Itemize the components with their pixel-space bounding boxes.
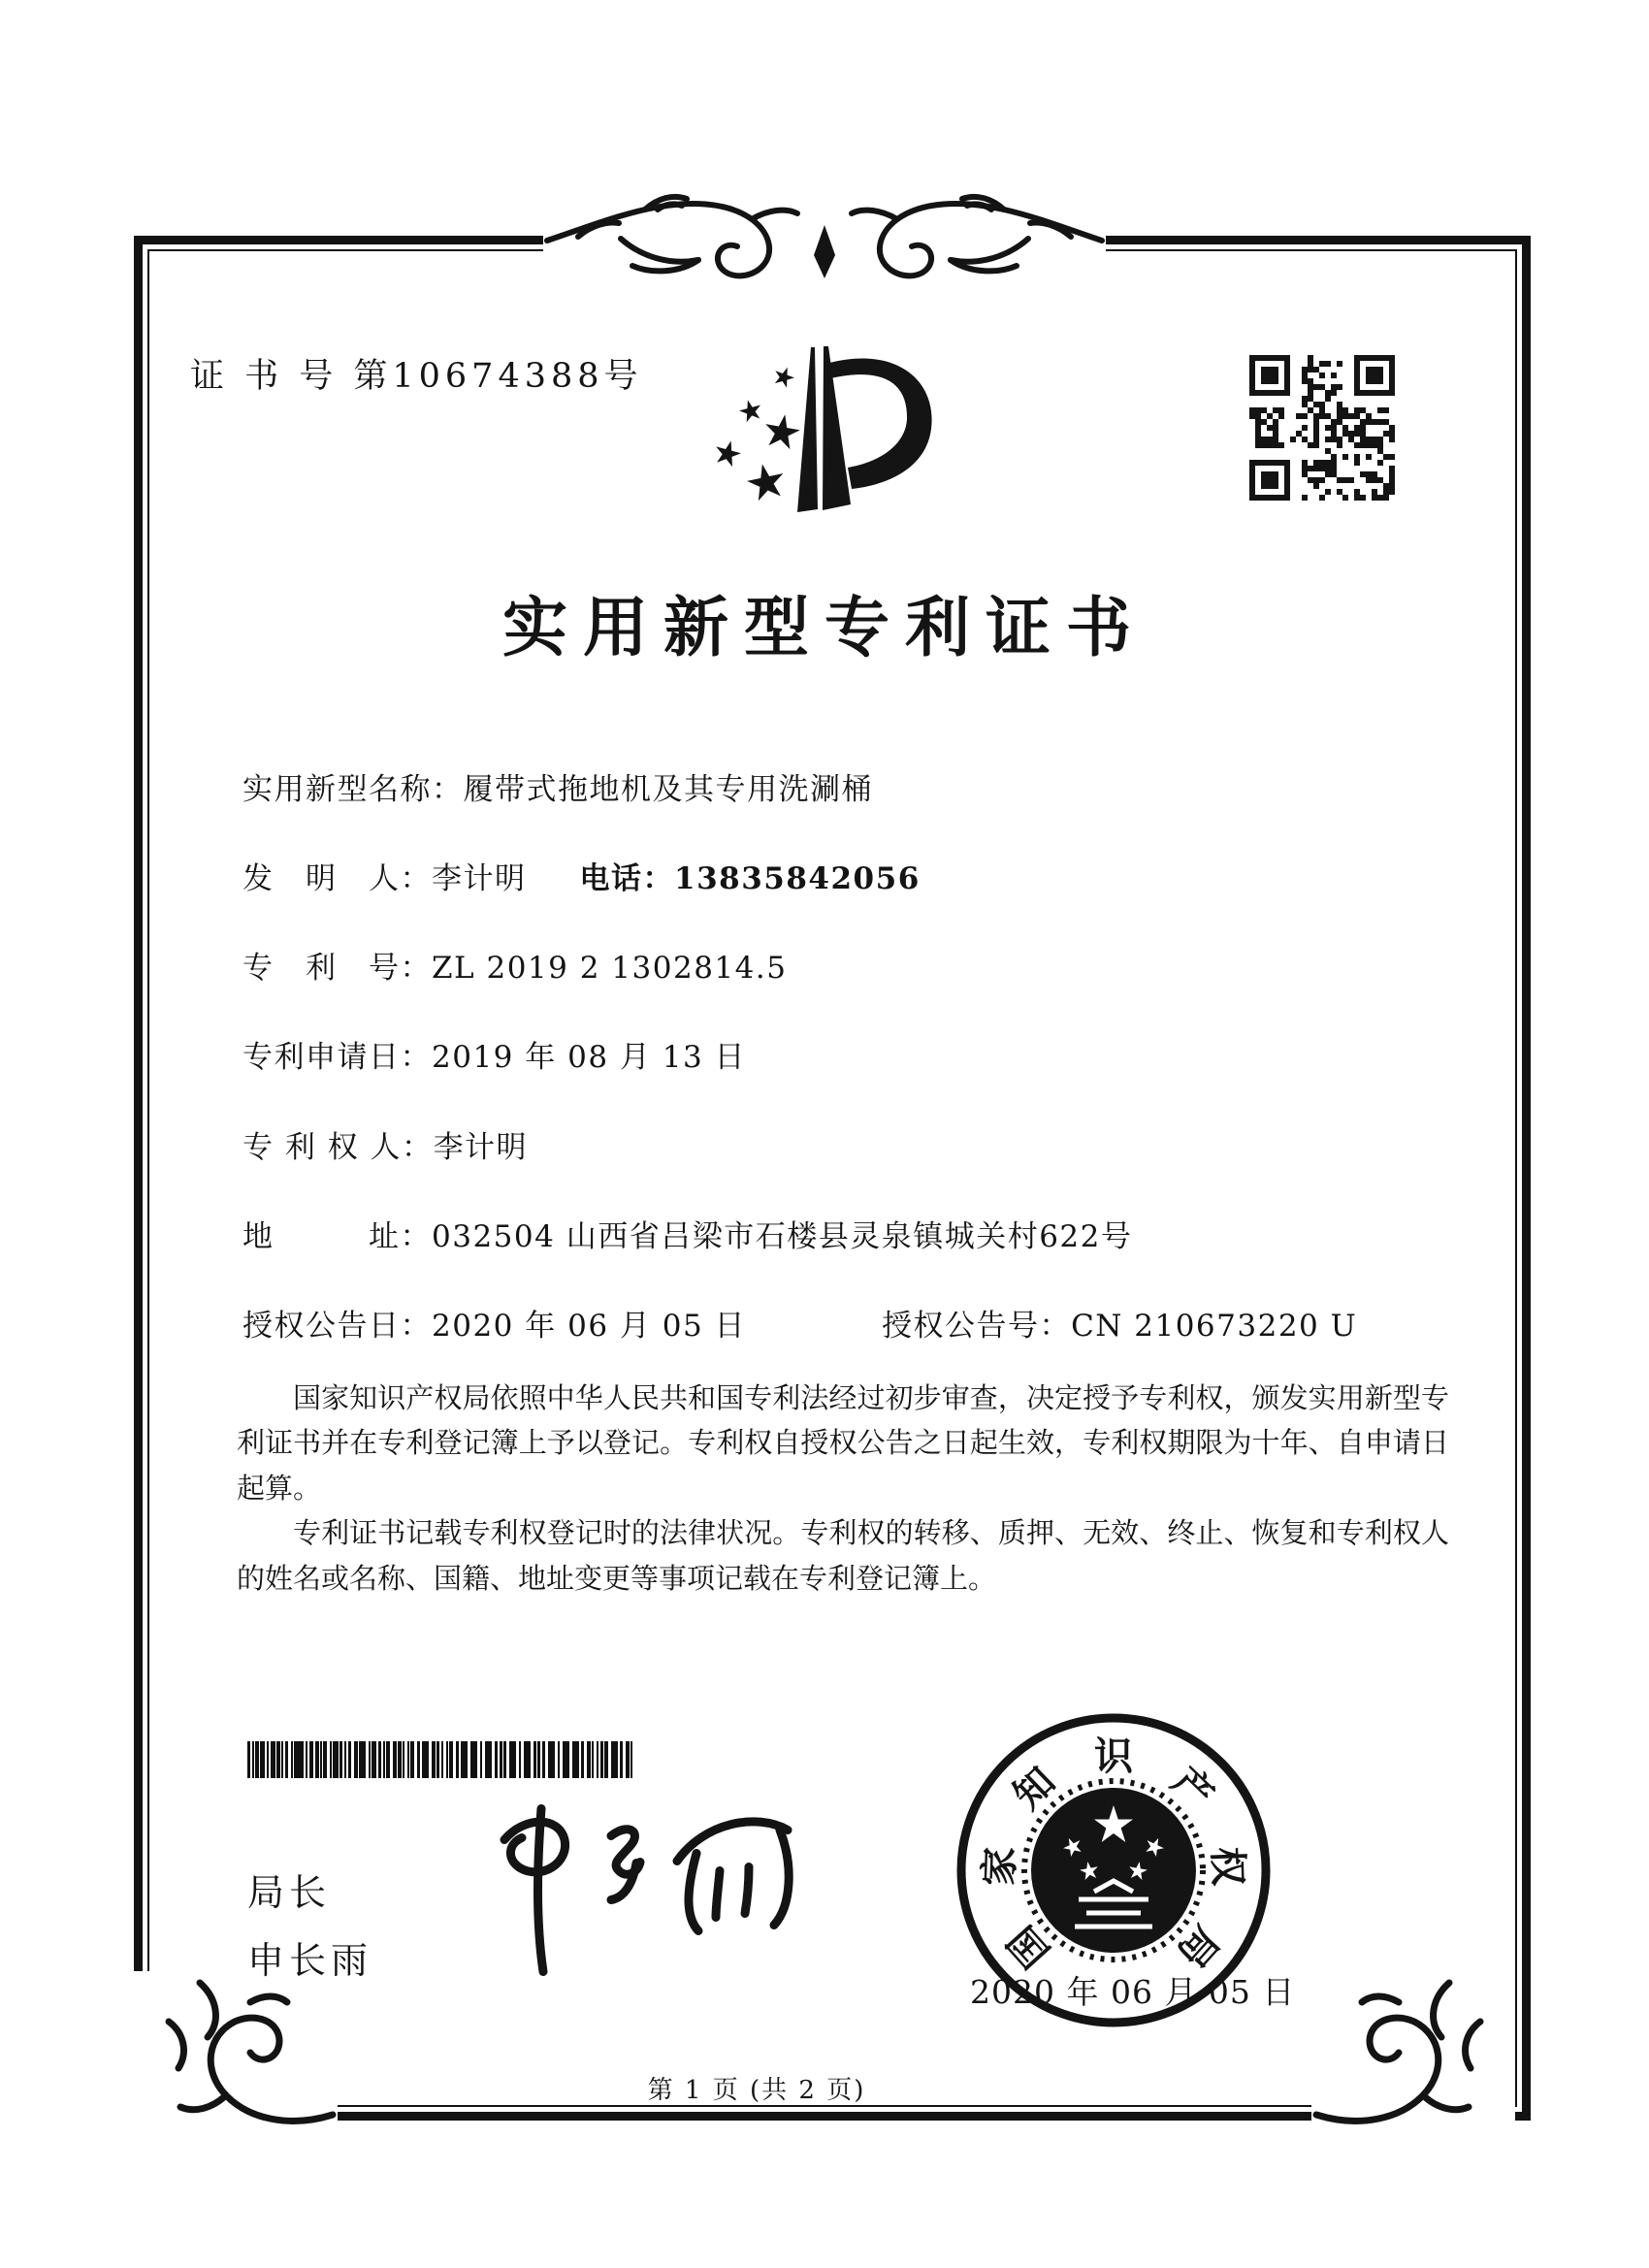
field-row-filing-date bbox=[242, 1032, 746, 1076]
bottom-right-corner-ornament-icon bbox=[1311, 1971, 1515, 2131]
field-label-phone: 电话： bbox=[579, 861, 674, 896]
field-label: 专利申请日： bbox=[242, 1040, 432, 1075]
field-row-utility-model-name bbox=[242, 764, 873, 808]
field-value: 032504 山西省吕梁市石楼县灵泉镇城关村622号 bbox=[432, 1219, 1133, 1254]
field-label: 授权公告日： bbox=[242, 1309, 432, 1344]
certificate-number: 证 书 号 第10674388号 bbox=[190, 357, 643, 396]
legal-paragraph-2: 专利证书记载专利权登记时的法律状况。专利权的转移、质押、无效、终止、恢复和专利权人的姓名或名称、国籍、地址变更等事项记载在专利登记簿上。 bbox=[237, 1516, 1449, 1595]
top-border-ornament-icon bbox=[543, 180, 1106, 292]
field-label: 地 址： bbox=[242, 1219, 432, 1254]
seal-ring-char: 局 bbox=[1168, 1917, 1229, 1977]
seal-date: 2020 年 06 月 05 日 bbox=[970, 1973, 1296, 2011]
page-number-footer: 第 1 页 (共 2 页) bbox=[647, 2076, 866, 2105]
field-value: 2019 年 08 月 13 日 bbox=[432, 1040, 747, 1075]
field-row-patentee bbox=[242, 1122, 528, 1166]
barcode bbox=[247, 1741, 635, 1778]
seal-ring-char: 知 bbox=[1004, 1758, 1065, 1819]
handwritten-signature-icon bbox=[466, 1800, 815, 1990]
field-label: 实用新型名称： bbox=[242, 772, 464, 807]
seal-ring-char: 产 bbox=[1162, 1758, 1223, 1819]
field-value: 李计明 bbox=[433, 1130, 529, 1165]
seal-ring-char: 识 bbox=[1094, 1733, 1133, 1779]
officer-name: 申长雨 bbox=[247, 1939, 373, 1982]
field-row-address bbox=[242, 1212, 1132, 1255]
field-value: ZL 2019 2 1302814.5 bbox=[432, 951, 788, 986]
seal-ring-char: 国 bbox=[998, 1917, 1059, 1977]
field-value-phone: 13835842056 bbox=[674, 861, 921, 896]
field-value-grant-number: CN 210673220 U bbox=[1071, 1309, 1358, 1344]
certificate-title: 实用新型专利证书 bbox=[502, 589, 1147, 665]
field-value: 履带式拖地机及其专用洗涮桶 bbox=[463, 772, 873, 807]
field-label: 专 利 权 人： bbox=[242, 1130, 434, 1165]
legal-paragraph-1: 国家知识产权局依照中华人民共和国专利法经过初步审查，决定授予专利权，颁发实用新型专利证书并在专利登记簿上予以登记。专利权自授权公告之日起生效，专利权期限为十年、自申请日起算。 bbox=[237, 1381, 1449, 1505]
field-row-patent-number bbox=[242, 943, 787, 987]
field-row-grant-date bbox=[242, 1301, 1357, 1345]
cnipa-logo-icon bbox=[667, 322, 958, 565]
field-label-grant-number: 授权公告号： bbox=[882, 1309, 1072, 1344]
seal-ring-char: 权 bbox=[1204, 1846, 1251, 1887]
field-value: 2020 年 06 月 05 日 bbox=[432, 1309, 747, 1344]
officer-title-label: 局长 bbox=[247, 1871, 332, 1914]
legal-text-block bbox=[237, 1376, 1449, 1601]
field-value: 李计明 bbox=[432, 861, 527, 896]
bottom-left-corner-ornament-icon bbox=[134, 1971, 338, 2131]
field-label: 发 明 人： bbox=[242, 861, 432, 896]
field-label: 专 利 号： bbox=[242, 951, 432, 986]
qr-code-icon bbox=[1249, 355, 1395, 501]
seal-ring-char: 家 bbox=[976, 1846, 1023, 1887]
field-row-inventor bbox=[242, 854, 921, 897]
